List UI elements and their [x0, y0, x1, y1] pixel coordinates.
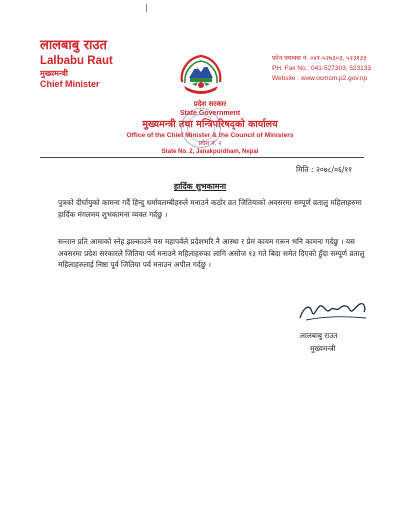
phone-fax-english: PH. Fax No.: 041-527303, 523133	[272, 65, 372, 72]
paragraph-1: पुत्रको दीर्घायुको कामना गर्दै हिन्दु धर्मावलम्बीहरुले मनाउने कठोर व्रत जितियाको अवसरमा सम्पूर्ण व्रतालु महिलाहरुमा हार्दिक मंगलमय शुभकामना व्यक्त गर्दछु ।	[58, 198, 362, 219]
nepal-emblem-icon	[176, 52, 226, 96]
government-nepali: प्रदेश सरकार	[193, 100, 227, 108]
website: Website : www.ocmcm.p2.gov.np	[272, 75, 368, 82]
letter-date: मिति : २०७८/०६/११	[296, 165, 353, 174]
province-nepali: प्रदेश नं. २	[198, 140, 222, 147]
minister-role-english: Chief Minister	[40, 79, 100, 89]
header-divider	[40, 157, 364, 158]
letter-subject: हार्दिक शुभकामना	[173, 182, 227, 191]
paragraph-2: सन्तान प्रति आमाको स्नेह झल्काउने यस महापर्वले प्रदेशभरि नै आस्था र प्रेम कायम गरून भनि कामना गर्दछु । यस अवसरमा प्रदेश सरकारले जितिया पर्व मनाउने महिलाहरुका लागि असोज १३ गते बिदा समेत दिएको हुँदा सम्पूर्ण व्रतालु महिलाहरुलाई निष्ठा पूर्व जितिया पर्व मनाउन अपील गर्दछु ।	[58, 237, 365, 269]
government-english: State Government	[179, 110, 241, 117]
letterhead-right	[272, 54, 396, 84]
minister-role-nepali: मुख्यमन्त्री	[40, 69, 68, 78]
handwritten-signature	[296, 298, 370, 326]
signatory-name: लालबाबु राउत	[300, 331, 338, 340]
office-name-nepali: मुख्यमन्त्री तथा मन्त्रिपरिषद्को कार्यालय	[142, 119, 278, 130]
phone-nepali: फोन फ्याक्स नं. ०४१-५२७३०३, ५२३१३३	[272, 55, 367, 62]
minister-name-english: Lalbabu Raut	[40, 55, 113, 67]
office-address: State No. 2, Janakpurdham, Nepal	[161, 149, 259, 155]
office-seal-inner-icon	[187, 114, 215, 142]
minister-name-nepali: लालबाबु राउत	[40, 38, 107, 53]
office-name-english: Office of the Chief Minister & the Council of Ministers	[126, 132, 294, 139]
signatory-title: मुख्यमन्त्री	[310, 344, 336, 353]
scan-mark	[146, 4, 147, 12]
letterhead-left	[40, 38, 150, 90]
